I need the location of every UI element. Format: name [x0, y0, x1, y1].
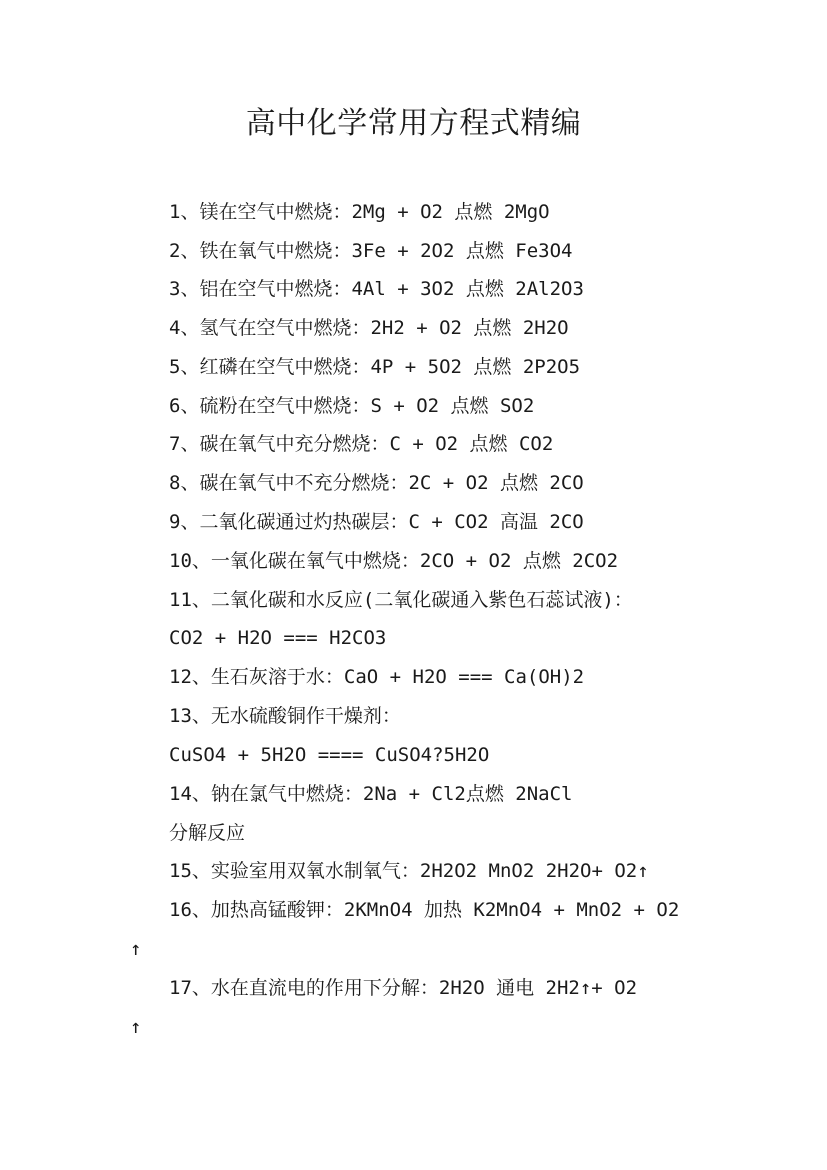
- equation-line-17-wrap: ↑: [130, 1016, 142, 1038]
- equation-line-8: 8、碳在氧气中不充分燃烧：2C + O2 点燃 2CO: [169, 472, 584, 494]
- equation-line-6: 6、硫粉在空气中燃烧：S + O2 点燃 SO2: [169, 395, 535, 417]
- equation-line-17: 17、水在直流电的作用下分解：2H2O 通电 2H2↑+ O2: [169, 977, 638, 999]
- equation-line-4: 4、氢气在空气中燃烧：2H2 + O2 点燃 2H2O: [169, 317, 569, 339]
- equation-line-2: 2、铁在氧气中燃烧：3Fe + 2O2 点燃 Fe3O4: [169, 240, 573, 262]
- equation-line-11-continued: CO2 + H2O === H2CO3: [169, 627, 387, 649]
- equation-line-13: 13、无水硫酸铜作干燥剂：: [169, 705, 401, 727]
- equation-line-1: 1、镁在空气中燃烧：2Mg + O2 点燃 2MgO: [169, 201, 550, 223]
- equation-line-5: 5、红磷在空气中燃烧：4P + 5O2 点燃 2P2O5: [169, 356, 581, 378]
- equation-line-13-continued: CuSO4 + 5H2O ==== CuSO4?5H2O: [169, 744, 490, 766]
- equation-line-12: 12、生石灰溶于水：CaO + H2O === Ca(OH)2: [169, 666, 585, 688]
- equation-line-16-wrap: ↑: [130, 938, 142, 960]
- equation-line-14: 14、钠在氯气中燃烧：2Na + Cl2点燃 2NaCl: [169, 783, 573, 805]
- document-title: 高中化学常用方程式精编: [245, 106, 582, 141]
- equation-line-9: 9、二氧化碳通过灼热碳层：C + CO2 高温 2CO: [169, 511, 584, 533]
- equation-line-10: 10、一氧化碳在氧气中燃烧：2CO + O2 点燃 2CO2: [169, 550, 619, 572]
- equation-line-16: 16、加热高锰酸钾：2KMnO4 加热 K2MnO4 + MnO2 + O2: [169, 899, 680, 921]
- equation-line-11: 11、二氧化碳和水反应(二氧化碳通入紫色石蕊试液)：: [169, 589, 633, 611]
- equation-line-15: 15、实验室用双氧水制氧气：2H2O2 MnO2 2H2O+ O2↑: [169, 860, 649, 882]
- equation-line-7: 7、碳在氧气中充分燃烧：C + O2 点燃 CO2: [169, 433, 554, 455]
- equation-line-3: 3、铝在空气中燃烧：4Al + 3O2 点燃 2Al2O3: [169, 278, 584, 300]
- section-heading: 分解反应: [169, 822, 246, 844]
